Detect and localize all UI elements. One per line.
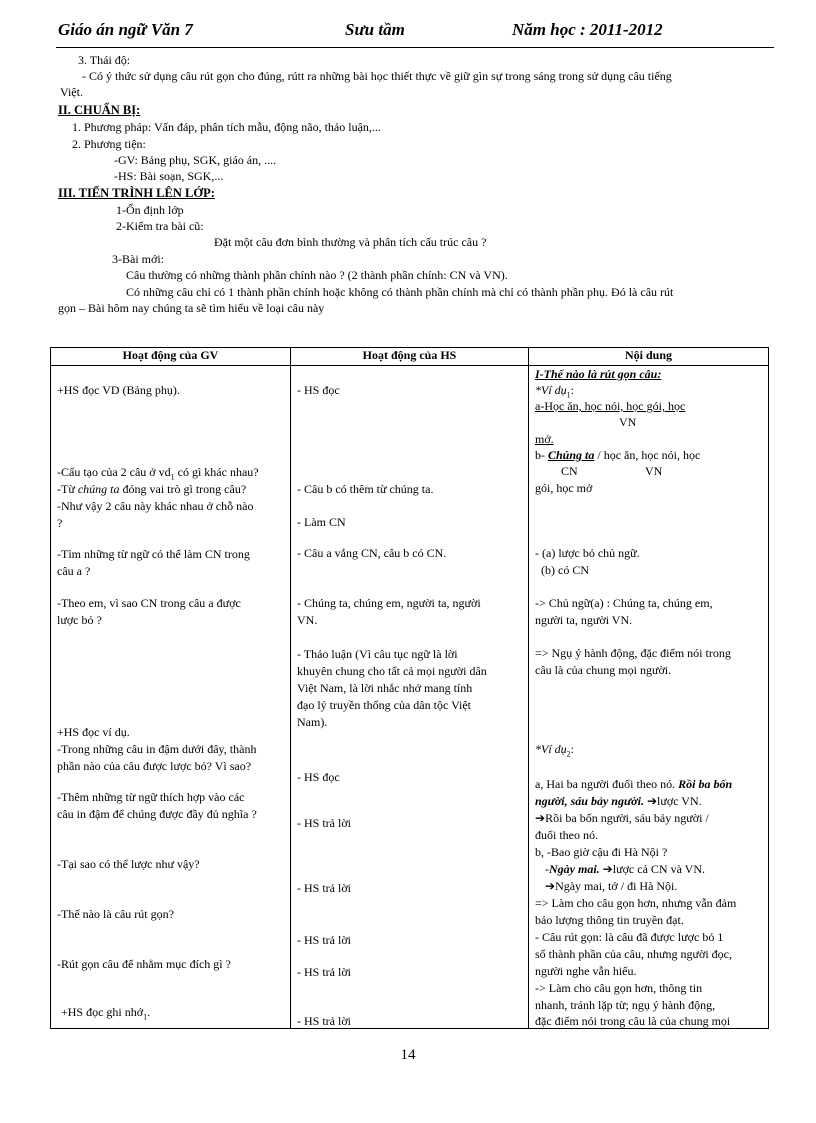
- hs-line: - HS trả lời: [297, 881, 352, 895]
- content-line: ➔Rồi ba bốn người, sáu bảy người /: [535, 811, 709, 825]
- gv-line: phần nào của câu được lược bỏ? Vì sao?: [57, 759, 252, 773]
- gv-line: ?: [57, 516, 63, 530]
- gv-line: lược bỏ ?: [57, 613, 102, 627]
- gv-line: -Tại sao có thể lược như vậy?: [57, 857, 200, 871]
- col-header-gv: Hoạt động của GV: [51, 348, 291, 366]
- gv-cell: [51, 366, 291, 1029]
- content-line: a-Học ăn, học nói, học gói, học: [535, 399, 686, 413]
- intro-paragraph-cont: gọn – Bài hôm nay chúng ta sẽ tìm hiểu về loại câu này: [58, 301, 325, 315]
- content-line: mở.: [535, 432, 554, 446]
- section-2-heading: II. CHUẨN BỊ:: [58, 103, 141, 117]
- method-line: 1. Phương pháp: Vấn đáp, phân tích mẫu, động não, thảo luận,...: [72, 120, 381, 134]
- hs-line: Nam).: [297, 715, 328, 729]
- header-center: Sưu tầm: [345, 20, 405, 39]
- hs-line: - Câu a vắng CN, câu b có CN.: [297, 546, 447, 560]
- header-right: Năm học : 2011-2012: [512, 20, 663, 39]
- content-heading: I-Thế nào là rút gọn câu:: [535, 367, 662, 381]
- gv-line: +HS đọc ghi nhớ$_1$.: [61, 1005, 151, 1022]
- gv-line: -Như vậy 2 câu này khác nhau ở chỗ nào: [57, 499, 254, 513]
- col-header-content: Nội dung: [529, 348, 769, 366]
- hs-line: - HS trả lời: [297, 965, 352, 979]
- hs-line: khuyên chung cho tất cả mọi người dân: [297, 664, 487, 678]
- table-row: [51, 366, 769, 1029]
- right-arrow-icon: ➔: [602, 862, 613, 876]
- content-line: b- Chúng ta / học ăn, học nói, học: [535, 448, 701, 462]
- content-line: người nghe vẫn hiểu.: [535, 964, 637, 978]
- content-line: ➔Ngày mai, tớ / đi Hà Nội.: [545, 879, 678, 893]
- gv-line: -Thế nào là câu rút gọn?: [57, 907, 174, 921]
- content-line: a, Hai ba người đuổi theo nó. Rồi ba bốn: [535, 777, 733, 791]
- hs-line: - Câu b có thêm từ chúng ta.: [297, 482, 434, 496]
- step-1: 1-Ổn định lớp: [116, 203, 184, 217]
- hs-line: - Làm CN: [297, 515, 346, 529]
- gv-line: -Từ chúng ta đóng vai trò gì trong câu?: [57, 482, 247, 496]
- gv-line: câu in đậm để chúng được đầy đủ nghĩa ?: [57, 807, 257, 821]
- content-line: nhanh, tránh lặp từ; ngụ ý hành động,: [535, 998, 716, 1012]
- hs-line: VN.: [297, 613, 318, 627]
- lesson-table: [50, 347, 769, 1029]
- content-line: *Ví dụ$_1$:: [535, 383, 575, 400]
- hs-line: - HS trả lời: [297, 1014, 352, 1028]
- intro-attitude-heading: 3. Thái độ:: [78, 53, 131, 67]
- gv-line: +HS đọc VD (Bảng phụ).: [57, 383, 180, 397]
- hs-line: - HS đọc: [297, 383, 340, 397]
- content-line: số thành phần của câu, nhưng người đọc,: [535, 947, 732, 961]
- hs-line: - HS trả lời: [297, 933, 352, 947]
- content-line: VN: [645, 464, 663, 478]
- gv-line: -Trong những câu in đậm dưới đây, thành: [57, 742, 257, 756]
- hs-line: - HS đọc: [297, 770, 340, 784]
- gv-line: -Rút gọn câu để nhằm mục đích gì ?: [57, 957, 231, 971]
- content-line: -Ngày mai. ➔lược cả CN và VN.: [545, 862, 706, 876]
- right-arrow-icon: ➔: [545, 879, 556, 893]
- right-arrow-icon: ➔: [535, 811, 546, 825]
- gv-line: câu a ?: [57, 564, 91, 578]
- content-line: VN: [619, 415, 637, 429]
- content-line: người, sáu bảy người. ➔lược VN.: [535, 794, 702, 808]
- content-line: CN: [561, 464, 578, 478]
- intro-paragraph: Có những câu chỉ có 1 thành phần chính hoặc không có thành phần chính mà chỉ có thành phần phụ. Đó là câu rút: [126, 285, 674, 299]
- content-line: (b) có CN: [541, 563, 589, 577]
- means-hs: -HS: Bài soạn, SGK,...: [114, 169, 224, 183]
- content-line: -> Chủ ngữ(a) : Chúng ta, chúng em,: [535, 596, 713, 610]
- gv-line: -Cấu tạo của 2 câu ở $vd_1$ có gì khác nhau?: [57, 465, 259, 482]
- hs-line: đạo lý truyền thống của dân tộc Việt: [297, 698, 472, 712]
- content-line: - (a) lược bỏ chủ ngữ.: [535, 546, 640, 560]
- step-2: 2-Kiểm tra bài cũ:: [116, 219, 204, 233]
- content-line: - Câu rút gọn: là câu đã được lược bỏ 1: [535, 930, 724, 944]
- content-line: b, -Bao giờ cậu đi Hà Nội ?: [535, 845, 668, 859]
- content-line: người ta, người VN.: [535, 613, 633, 627]
- hs-line: - Thảo luận (Vì câu tục ngữ là lời: [297, 647, 458, 661]
- section-3-heading: III. TIẾN TRÌNH LÊN LỚP:: [58, 186, 215, 200]
- step-2-task: Đặt một câu đơn bình thường và phân tích cấu trúc câu ?: [214, 235, 487, 249]
- content-line: gói, học mở: [535, 481, 593, 495]
- content-line: câu là của chung mọi người.: [535, 663, 672, 677]
- intro-attitude-text-cont: Việt.: [60, 85, 83, 99]
- hs-line: - Chúng ta, chúng em, người ta, người: [297, 596, 481, 610]
- right-arrow-icon: ➔: [646, 794, 658, 808]
- intro-attitude-text: - Có ý thức sử dụng câu rút gọn cho đúng, rútt ra những bài học thiết thực về giữ gìn sự trong sáng trong sử dụng câu tiếng: [82, 69, 672, 83]
- content-line: đuổi theo nó.: [535, 828, 598, 842]
- hs-line: - HS trả lời: [297, 816, 352, 830]
- means-gv: -GV: Bảng phụ, SGK, giáo án, ....: [114, 153, 277, 167]
- gv-line: -Thêm những từ ngữ thích hợp vào các: [57, 790, 245, 804]
- hs-cell: [291, 366, 529, 1029]
- gv-line: +HS đọc ví dụ.: [57, 725, 130, 739]
- header-left: Giáo án ngữ Văn 7: [58, 20, 193, 39]
- content-cell: [529, 366, 769, 1029]
- content-line: => Ngụ ý hành động, đặc điểm nói trong: [535, 646, 731, 660]
- col-header-hs: Hoạt động của HS: [291, 348, 529, 366]
- content-line: => Làm cho câu gọn hơn, nhưng vẫn đảm: [535, 896, 737, 910]
- content-line: -> Làm cho câu gọn hơn, thông tin: [535, 981, 703, 995]
- hs-line: Việt Nam, là lời nhắc nhở mang tính: [297, 681, 473, 695]
- table-header-row: [51, 348, 769, 366]
- step-3: 3-Bài mới:: [112, 252, 165, 266]
- header-rule: [56, 47, 774, 48]
- gv-line: -Theo em, vì sao CN trong câu a được: [57, 596, 241, 610]
- page-number: 14: [400, 1047, 416, 1063]
- intro-question: Câu thường có những thành phần chính nào ? (2 thành phần chính: CN và VN).: [126, 268, 508, 282]
- gv-line: -Tìm những từ ngữ có thể làm CN trong: [57, 547, 250, 561]
- content-line: bảo lượng thông tin truyền đạt.: [535, 913, 684, 927]
- content-line: đặc điểm nói trong câu là của chung mọi: [535, 1014, 731, 1028]
- means-heading: 2. Phương tiện:: [72, 137, 146, 151]
- content-line: *Ví dụ$_2$:: [535, 742, 575, 759]
